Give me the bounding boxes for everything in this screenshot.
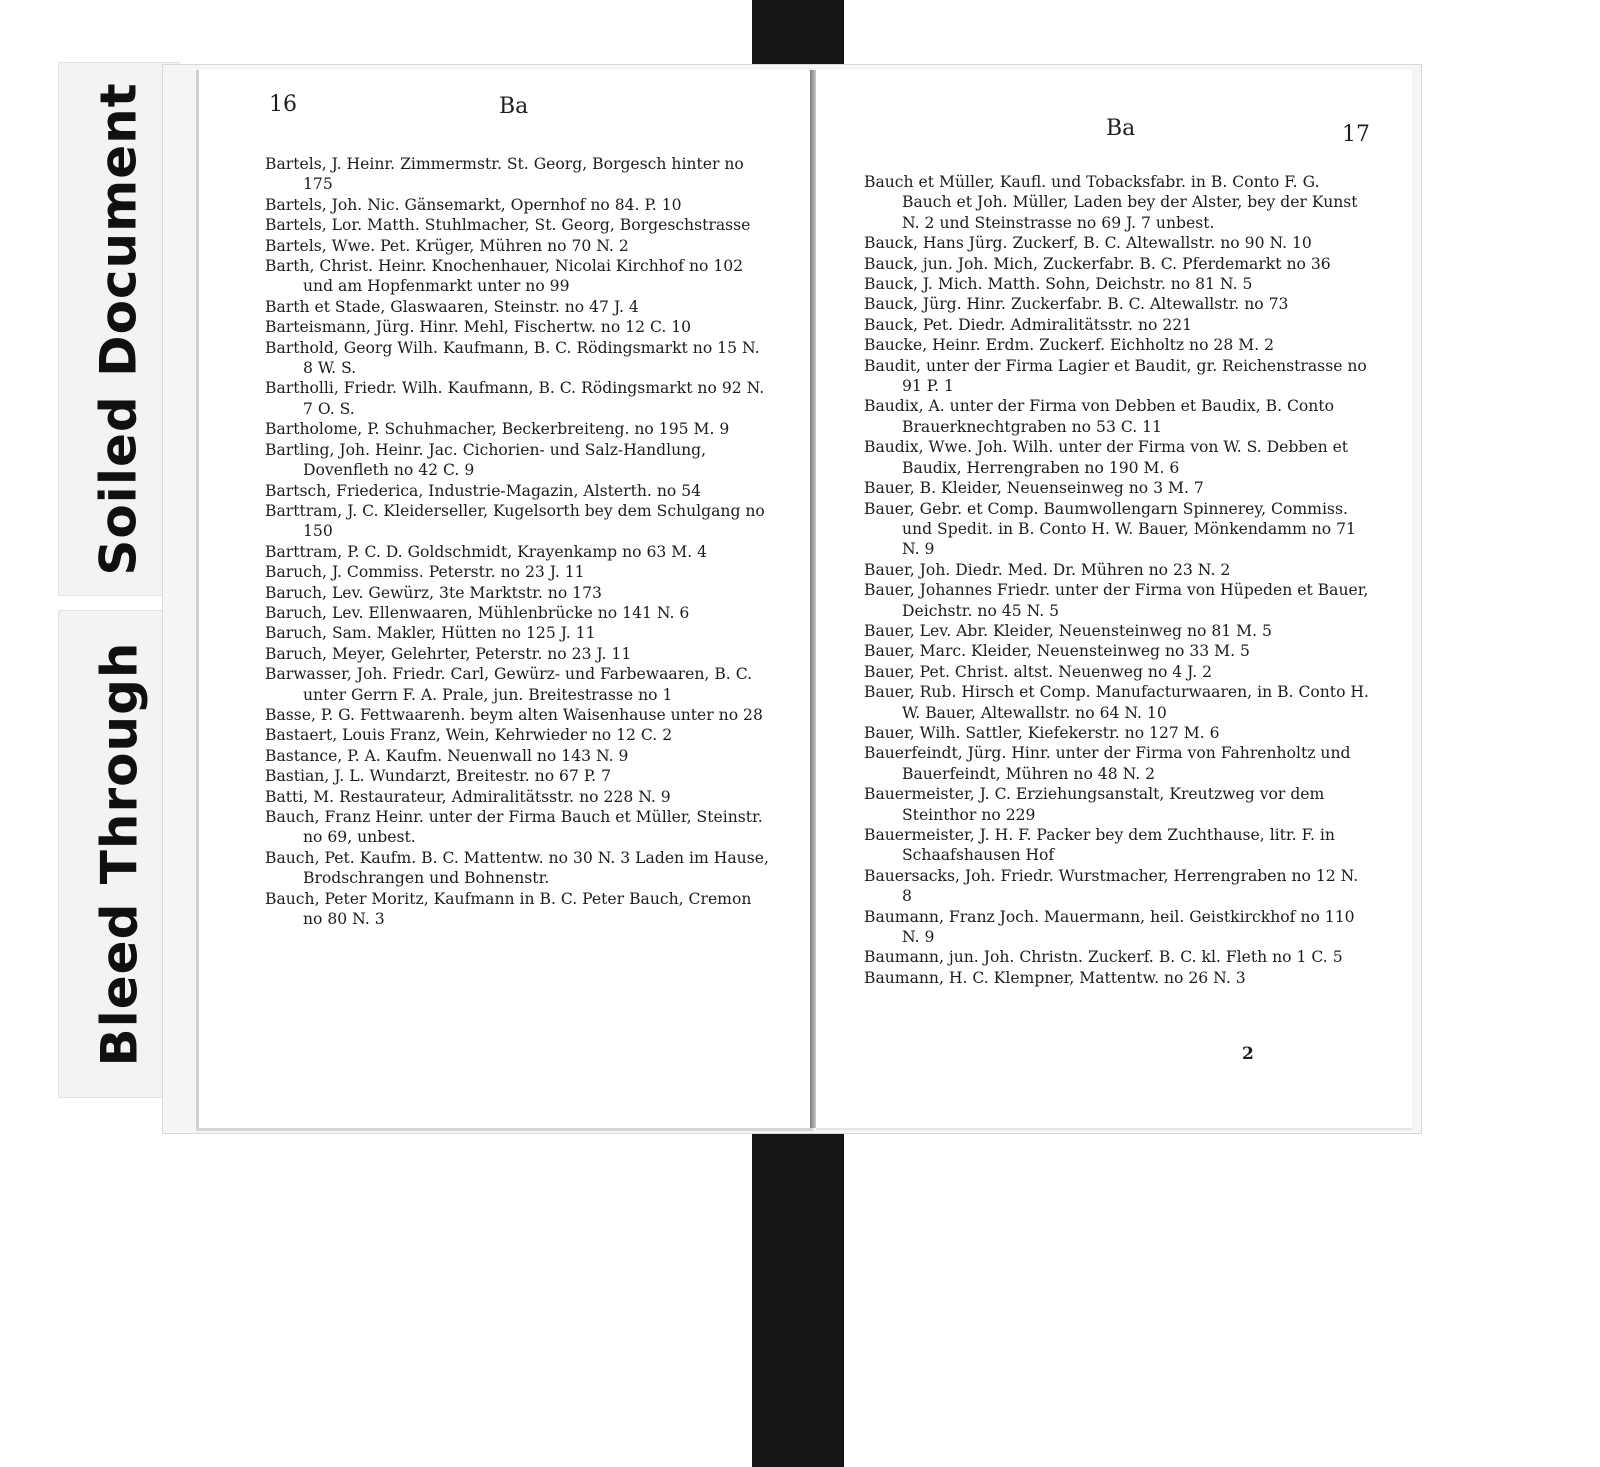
directory-entry: Bastian, J. L. Wundarzt, Breitestr. no 67 P. 7 — [265, 767, 611, 786]
directory-entry: Bauer, Pet. Christ. altst. Neuenweg no 4 J. 2 — [864, 662, 1213, 681]
directory-entry: Bauer, Lev. Abr. Kleider, Neuensteinweg no 81 M. 5 — [864, 621, 1272, 640]
directory-entry: Bauck, Jürg. Hinr. Zuckerfabr. B. C. Altewallstr. no 73 — [864, 295, 1289, 314]
directory-entry: Basse, P. G. Fettwaarenh. beym alten Waisenhause unter no 28 — [265, 705, 763, 724]
directory-entry: Bauch et Müller, Kaufl. und Tobacksfabr. in B. Conto F. G. Bauch et Joh. Müller, Laden bey der Alster, bey der Kunst N. 2 und Steinstrasse no 69 J. 7 unbest. — [864, 173, 1358, 232]
right-page-number: 17 — [1342, 122, 1370, 147]
directory-entry: Baudit, unter der Firma Lagier et Baudit, gr. Reichenstrasse no 91 P. 1 — [864, 356, 1367, 396]
directory-entry: Batti, M. Restaurateur, Admiralitätsstr. no 228 N. 9 — [265, 787, 671, 806]
directory-entry: Bartels, Joh. Nic. Gänsemarkt, Opernhof no 84. P. 10 — [265, 195, 682, 214]
directory-entry: Baruch, Lev. Ellenwaaren, Mühlenbrücke no 141 N. 6 — [265, 603, 690, 622]
directory-entry: Baumann, H. C. Klempner, Mattentw. no 26 N. 3 — [864, 968, 1246, 987]
directory-entry: Baruch, Meyer, Gelehrter, Peterstr. no 23 J. 11 — [265, 644, 632, 663]
directory-entry: Bastaert, Louis Franz, Wein, Kehrwieder no 12 C. 2 — [265, 726, 673, 745]
directory-entry: Baudix, A. unter der Firma von Debben et Baudix, B. Conto Brauerknechtgraben no 53 C. 11 — [864, 397, 1335, 436]
directory-entry: Bartels, Wwe. Pet. Krüger, Mühren no 70 N. 2 — [265, 236, 629, 255]
directory-entry: Bartels, J. Heinr. Zimmermstr. St. Georg, Borgesch hinter no 175 — [265, 155, 744, 194]
directory-entry: Bauch, Pet. Kaufm. B. C. Mattentw. no 30 N. 3 Laden im Hause, Brodschrangen und Bohnenstr. — [265, 848, 769, 888]
directory-entry: Bauch, Franz Heinr. unter der Firma Bauch et Müller, Steinstr. no 69, unbest. — [265, 808, 763, 847]
directory-entry: Baruch, Sam. Makler, Hütten no 125 J. 11 — [265, 624, 596, 643]
directory-entry: Bartsch, Friederica, Industrie-Magazin, Alsterth. no 54 — [265, 481, 702, 500]
directory-entry: Baruch, Lev. Gewürz, 3te Marktstr. no 173 — [265, 583, 602, 602]
directory-entry: Bartels, Lor. Matth. Stuhlmacher, St. Georg, Borgeschstrasse — [265, 216, 751, 235]
directory-entry: Bauer, Johannes Friedr. unter der Firma von Hüpeden et Bauer, Deichstr. no 45 N. 5 — [864, 581, 1369, 620]
directory-entry: Barthold, Georg Wilh. Kaufmann, B. C. Rödingsmarkt no 15 N. 8 W. S. — [265, 338, 760, 378]
directory-entry: Bauer, Gebr. et Comp. Baumwollengarn Spinnerey, Commiss. und Spedit. in B. Conto H. W. Bauer, Mönkendamm no 71 N. 9 — [864, 499, 1356, 559]
directory-entry: Bauck, Hans Jürg. Zuckerf, B. C. Altewallstr. no 90 N. 10 — [864, 234, 1312, 253]
scan-clip-bottom — [752, 1126, 844, 1467]
directory-entry: Bauer, Wilh. Sattler, Kiefekerstr. no 127 M. 6 — [864, 723, 1220, 742]
directory-entry: Bauermeister, J. C. Erziehungsanstalt, Kreutzweg vor dem Steinthor no 229 — [864, 785, 1325, 824]
directory-entry: Barwasser, Joh. Friedr. Carl, Gewürz- und Farbewaaren, B. C. unter Gerrn F. A. Prale, jun. Breitestrasse no 1 — [265, 665, 753, 704]
directory-entry: Bauermeister, J. H. F. Packer bey dem Zuchthause, litr. F. in Schaafshausen Hof — [864, 826, 1335, 865]
directory-entry: Baruch, J. Commiss. Peterstr. no 23 J. 11 — [265, 563, 585, 582]
left-page-header — [199, 70, 813, 124]
directory-entry: Barttram, P. C. D. Goldschmidt, Krayenkamp no 63 M. 4 — [265, 542, 708, 561]
directory-entry: Bauck, J. Mich. Matth. Sohn, Deichstr. no 81 N. 5 — [864, 275, 1253, 294]
directory-entry: Baumann, jun. Joh. Christn. Zuckerf. B. C. kl. Fleth no 1 C. 5 — [864, 948, 1343, 967]
directory-entry: Baudix, Wwe. Joh. Wilh. unter der Firma von W. S. Debben et Baudix, Herrengraben no 190 M. 6 — [864, 438, 1349, 477]
left-entry-list — [265, 154, 773, 929]
directory-entry: Bauck, jun. Joh. Mich, Zuckerfabr. B. C. Pferdemarkt no 36 — [864, 254, 1331, 273]
directory-entry: Barth et Stade, Glaswaaren, Steinstr. no 47 J. 4 — [265, 297, 639, 316]
directory-entry: Bartholli, Friedr. Wilh. Kaufmann, B. C. Rödingsmarkt no 92 N. 7 O. S. — [265, 379, 765, 418]
directory-entry: Bauck, Pet. Diedr. Admiralitätsstr. no 221 — [864, 315, 1193, 334]
directory-entry: Bartling, Joh. Heinr. Jac. Cichorien- und Salz-Handlung, Dovenfleth no 42 C. 9 — [265, 440, 707, 480]
directory-entry: Bartholome, P. Schuhmacher, Beckerbreiteng. no 195 M. 9 — [265, 420, 730, 439]
left-page-number: 16 — [269, 92, 297, 117]
directory-entry: Bauer, Joh. Diedr. Med. Dr. Mühren no 23 N. 2 — [864, 560, 1231, 579]
directory-entry: Bauerfeindt, Jürg. Hinr. unter der Firma von Fahrenholtz und Bauerfeindt, Mühren no 48 N. 2 — [864, 744, 1351, 783]
directory-entry: Bauer, Marc. Kleider, Neuensteinweg no 33 M. 5 — [864, 642, 1250, 661]
directory-entry: Bauer, Rub. Hirsch et Comp. Manufacturwaaren, in B. Conto H. W. Bauer, Altewallstr. no 64 N. 10 — [864, 683, 1369, 722]
right-page-header — [816, 70, 1412, 147]
directory-entry: Bauer, B. Kleider, Neuenseinweg no 3 M. 7 — [864, 479, 1204, 498]
right-entry-list — [864, 172, 1372, 988]
right-page-abbrev: Ba — [1106, 116, 1136, 141]
right-page — [816, 70, 1412, 1130]
directory-entry: Barteismann, Jürg. Hinr. Mehl, Fischertw. no 12 C. 10 — [265, 318, 692, 337]
left-page — [196, 70, 813, 1131]
directory-entry: Barttram, J. C. Kleiderseller, Kugelsorth bey dem Schulgang no 150 — [265, 501, 765, 541]
directory-entry: Bauersacks, Joh. Friedr. Wurstmacher, Herrengraben no 12 N. 8 — [864, 866, 1359, 906]
directory-entry: Baumann, Franz Joch. Mauermann, heil. Geistkirckhof no 110 N. 9 — [864, 907, 1355, 947]
signature-mark: 2 — [1242, 1044, 1254, 1064]
directory-entry: Barth, Christ. Heinr. Knochenhauer, Nicolai Kirchhof no 102 und am Hopfenmarkt unter no 99 — [265, 257, 744, 296]
directory-entry: Bauch, Peter Moritz, Kaufmann in B. C. Peter Bauch, Cremon no 80 N. 3 — [265, 889, 752, 929]
soiled-document-label: Soiled Document — [90, 82, 149, 576]
bleed-through-label: Bleed Through — [90, 641, 148, 1067]
left-page-abbrev: Ba — [499, 94, 529, 119]
directory-entry: Bastance, P. A. Kaufm. Neuenwall no 143 N. 9 — [265, 746, 629, 765]
directory-entry: Baucke, Heinr. Erdm. Zuckerf. Eichholtz no 28 M. 2 — [864, 336, 1275, 355]
